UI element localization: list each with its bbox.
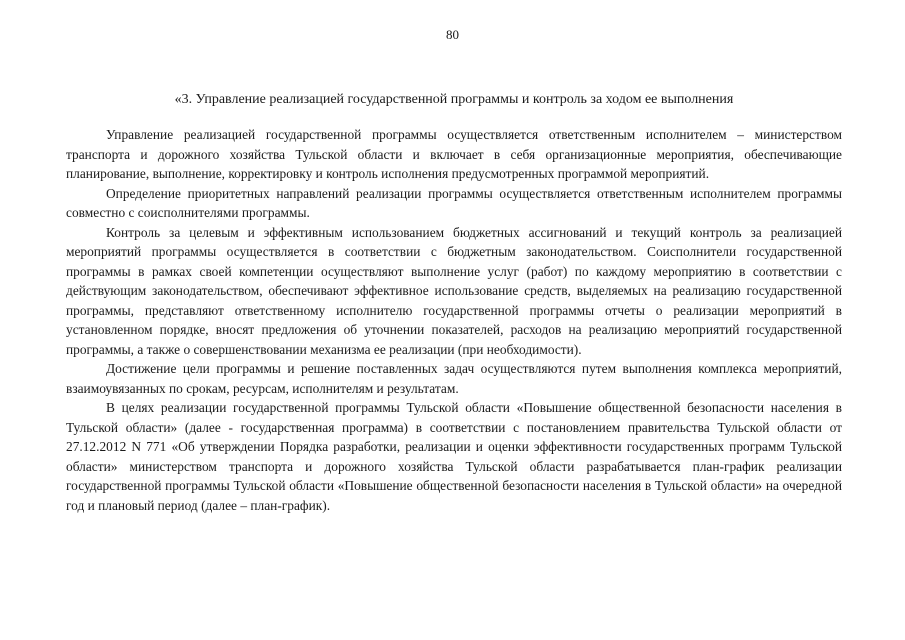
paragraph-management: Управление реализацией государственной программы осуществляется ответственным исполнителем – министерством транспорта и дорожного хозяйства Тульской области и включает в себя организационные мероприятия, обеспечивающие планирование, выполнение, корректировку и контроль исполнения предусмотренных программой мероприятий. bbox=[66, 127, 842, 181]
paragraph-goal: Достижение цели программы и решение поставленных задач осуществляются путем выполнения комплекса мероприятий, взаимоувязанных по срокам, ресурсам, исполнителям и результатам. bbox=[66, 361, 842, 396]
page-number: 80 bbox=[446, 27, 459, 42]
paragraph-plan-schedule: В целях реализации государственной программы Тульской области «Повышение общественной безопасности населения в Тульской области» (далее - государственная программа) в соответствии с постановлением правительства Тульской области от 27.12.2012 N 771 «Об утверждении Порядка разработки, реализации и оценки эффективности государственных программ Тульской области» министерством транспорта и дорожного хозяйства Тульской области разрабатывается план-график реализации государственной программы Тульской области «Повышение общественной безопасности населения в Тульской области» на очередной год и плановый период (далее – план-график). bbox=[66, 400, 842, 513]
section-title: «3. Управление реализацией государственной программы и контроль за ходом ее выполнения bbox=[174, 92, 734, 107]
document-body bbox=[66, 125, 842, 515]
paragraph-control: Контроль за целевым и эффективным использованием бюджетных ассигнований и текущий контроль за реализацией мероприятий программы осуществляется в соответствии с бюджетным законодательством. Соисполнители государственной программы в рамках своей компетенции осуществляют выполнение услуг (работ) по каждому мероприятию в соответствии с действующим законодательством, обеспечивают эффективное использование средств, выделяемых на реализацию государственной программы, представляют ответственному исполнителю государственной программы отчеты о реализации мероприятий в установленном порядке, вносят предложения об уточнении показателей, расходов на реализацию мероприятий государственной программы, а также о совершенствовании механизма ее реализации (при необходимости). bbox=[66, 224, 842, 357]
paragraph-priorities: Определение приоритетных направлений реализации программы осуществляется ответственным исполнителем программы совместно с соисполнителями программы. bbox=[66, 185, 842, 220]
